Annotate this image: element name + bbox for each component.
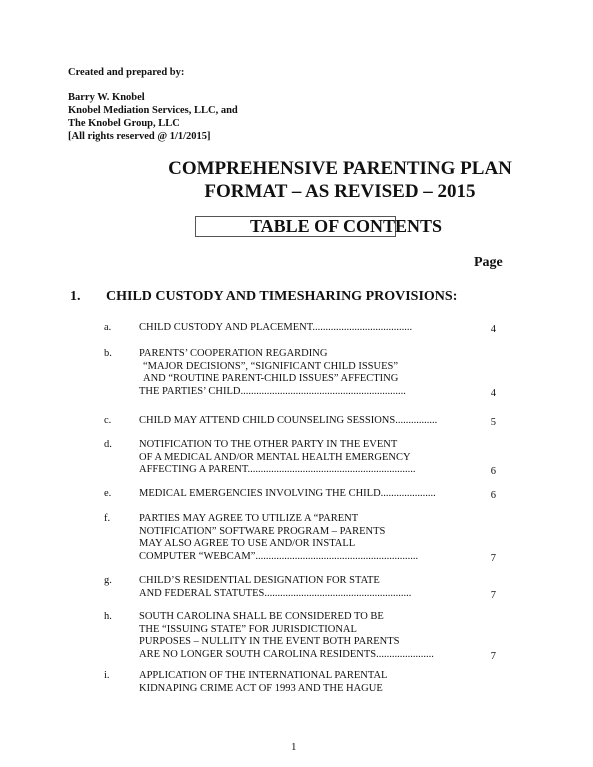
entry-text	[139, 439, 459, 477]
entry-line: ARE NO LONGER SOUTH CAROLINA RESIDENTS......................	[139, 648, 434, 660]
entry-line: CHILD’S RESIDENTIAL DESIGNATION FOR STATE	[139, 575, 380, 586]
entry-line: OF A MEDICAL AND/OR MENTAL HEALTH EMERGENCY	[139, 451, 411, 463]
entry-line: AFFECTING A PARENT................................................................	[139, 464, 416, 475]
entry-text	[139, 348, 459, 398]
entry-line: KIDNAPING CRIME ACT OF 1993 AND THE HAGUE	[139, 682, 383, 694]
entry-line: AND FEDERAL STATUTES........................................................	[139, 587, 412, 599]
entry-letter: g.	[104, 575, 112, 586]
section-number: 1.	[70, 289, 81, 304]
entry-line: CHILD CUSTODY AND PLACEMENT......................................	[139, 322, 413, 333]
entry-line: COMPUTER “WEBCAM”..............................................................	[139, 550, 419, 562]
entry-text	[139, 322, 459, 335]
entry-line: THE “ISSUING STATE” FOR JURISDICTIONAL	[139, 623, 357, 635]
entry-page-number: 6	[490, 490, 496, 501]
entry-line: NOTIFICATION TO THE OTHER PARTY IN THE EVENT	[139, 439, 398, 450]
entry-letter: a.	[104, 322, 112, 333]
entry-page-number: 4	[490, 324, 496, 335]
credit-line: [All rights reserved @ 1/1/2015]	[68, 131, 211, 142]
credit-line: Knobel Mediation Services, LLC, and	[68, 105, 238, 116]
document-title	[140, 157, 540, 203]
entry-line: MEDICAL EMERGENCIES INVOLVING THE CHILD.....................	[139, 488, 436, 499]
entry-text	[139, 670, 459, 695]
entry-page-number: 5	[490, 417, 496, 428]
entry-text	[139, 575, 459, 600]
footer-page-number: 1	[291, 741, 297, 753]
entry-line: THE PARTIES’ CHILD...............................................................	[139, 385, 406, 397]
entry-page-number: 4	[490, 387, 496, 399]
entry-page-number: 6	[490, 466, 496, 477]
entry-line: APPLICATION OF THE INTERNATIONAL PARENTAL	[139, 670, 388, 681]
entry-page-number: 7	[490, 650, 496, 662]
entry-line: “MAJOR DECISIONS”, “SIGNIFICANT CHILD ISSUES”	[143, 360, 399, 372]
entry-line: SOUTH CAROLINA SHALL BE CONSIDERED TO BE	[139, 611, 384, 622]
entry-letter: h.	[104, 611, 112, 622]
entry-text	[139, 611, 459, 661]
entry-line: PARTIES MAY AGREE TO UTILIZE A “PARENT	[139, 513, 359, 524]
prepared-by-label: Created and prepared by:	[68, 67, 185, 78]
entry-text	[139, 513, 459, 563]
page-column-label: Page	[474, 255, 503, 270]
entry-text	[139, 415, 459, 428]
entry-line: CHILD MAY ATTEND CHILD COUNSELING SESSIONS................	[139, 415, 438, 426]
entry-letter: b.	[104, 348, 112, 359]
credit-line: Barry W. Knobel	[68, 92, 145, 103]
title-line: FORMAT – AS REVISED – 2015	[204, 181, 476, 202]
entry-letter: f.	[104, 513, 111, 524]
entry-letter: c.	[104, 415, 112, 426]
toc-title: TABLE OF CONTENTS	[250, 216, 443, 236]
entry-letter: e.	[104, 488, 112, 499]
entry-line: NOTIFICATION” SOFTWARE PROGRAM – PARENTS	[139, 525, 386, 537]
entry-line: PARENTS’ COOPERATION REGARDING	[139, 348, 328, 359]
entry-page-number: 7	[490, 552, 496, 564]
entry-line: MAY ALSO AGREE TO USE AND/OR INSTALL	[139, 538, 356, 549]
title-line: COMPREHENSIVE PARENTING PLAN	[168, 158, 512, 179]
credits-block	[68, 66, 238, 143]
entry-letter: i.	[104, 670, 110, 681]
credit-line: The Knobel Group, LLC	[68, 118, 180, 129]
entry-letter: d.	[104, 439, 112, 450]
entry-line: AND “ROUTINE PARENT-CHILD ISSUES” AFFECTING	[143, 373, 399, 384]
entry-line: PURPOSES – NULLITY IN THE EVENT BOTH PARENTS	[139, 636, 400, 647]
entry-page-number: 7	[490, 589, 496, 601]
section-title: CHILD CUSTODY AND TIMESHARING PROVISIONS:	[106, 289, 458, 304]
entry-text	[139, 488, 459, 501]
